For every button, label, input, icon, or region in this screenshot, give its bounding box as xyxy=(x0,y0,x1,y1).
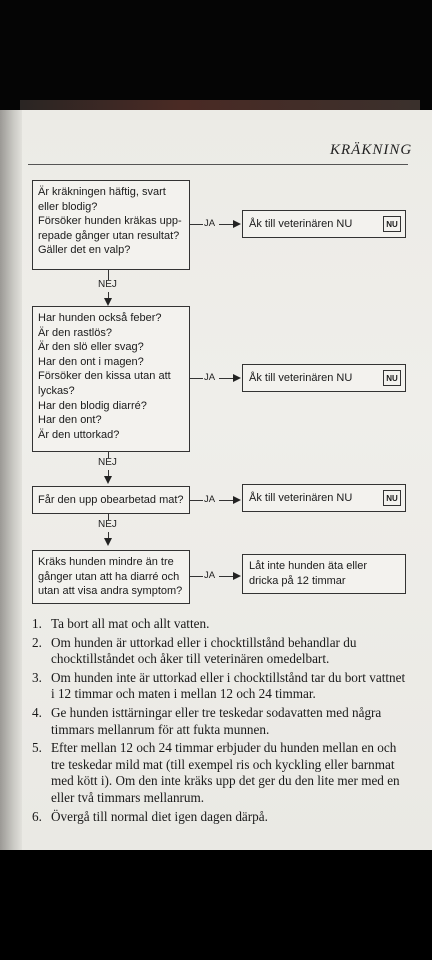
list-item xyxy=(32,635,410,668)
instruction-list xyxy=(32,616,410,827)
question-box-3 xyxy=(32,486,190,514)
nu-badge-icon: NU xyxy=(383,370,401,386)
list-item xyxy=(32,616,410,633)
question-line: Försöker hunden kräkas upp- xyxy=(38,215,182,228)
nu-badge-icon: NU xyxy=(383,490,401,506)
result-box-3 xyxy=(242,484,406,512)
connector-line xyxy=(219,500,233,501)
arrow-right-icon xyxy=(233,496,241,504)
result-box-1 xyxy=(242,210,406,238)
step-number: 6. xyxy=(32,808,42,824)
step-number: 5. xyxy=(32,740,42,756)
arrow-right-icon xyxy=(233,220,241,228)
result-box-2 xyxy=(242,364,406,392)
step-text: Ta bort all mat och allt vatten. xyxy=(51,616,210,631)
arrow-down-icon xyxy=(104,298,112,306)
step-text: Om hunden inte är uttorkad eller i chocktillstånd tar du bort vattnet i 12 timmar och maten i mellan 12 och 24 timmar. xyxy=(51,669,406,702)
result-line: dricka på 12 timmar xyxy=(249,574,346,587)
arrow-down-icon xyxy=(104,538,112,546)
question-line: Gäller det en valp? xyxy=(38,244,131,257)
result-label: Åk till veterinären NU xyxy=(249,372,353,384)
page-header-title: KRÄKNING xyxy=(330,142,413,158)
step-number: 4. xyxy=(32,704,42,720)
question-line: Får den upp obearbetad mat? xyxy=(38,494,184,506)
nu-badge-icon: NU xyxy=(383,216,401,232)
connector-line xyxy=(190,500,203,501)
question-line: gånger utan att ha diarré och xyxy=(38,570,180,583)
question-line: Är den uttorkad? xyxy=(38,428,120,441)
question-line: utan att visa andra symptom? xyxy=(38,585,183,598)
question-box-4 xyxy=(32,550,190,604)
list-item xyxy=(32,705,410,738)
list-item xyxy=(32,809,410,826)
step-number: 3. xyxy=(32,669,42,685)
question-line: Är den slö eller svag? xyxy=(38,341,144,354)
question-line: eller blodig? xyxy=(38,200,98,213)
yes-label: JA xyxy=(204,494,216,505)
yes-label: JA xyxy=(204,372,216,383)
question-line: Är kräkningen häftig, svart xyxy=(38,186,166,198)
step-text: Ge hunden isttärningar eller tre teskedar sodavatten med några timmars mellanrum för att fukta munnen. xyxy=(51,704,382,737)
book-spine-shadow xyxy=(0,110,22,850)
step-text: Om hunden är uttorkad eller i chocktillstånd behandlar du chocktillståndet och åker till veterinären omedelbart. xyxy=(51,634,357,667)
step-number: 1. xyxy=(32,616,42,631)
background-bottom xyxy=(0,850,432,960)
arrow-right-icon xyxy=(233,374,241,382)
result-label: Åk till veterinären NU xyxy=(249,492,353,504)
question-line: Försöker den kissa utan att xyxy=(38,370,171,383)
connector-line xyxy=(190,378,203,379)
connector-line xyxy=(190,576,203,577)
connector-line xyxy=(190,224,203,225)
step-text: Efter mellan 12 och 24 timmar erbjuder du hunden mellan en och tre teskedar mild mat (till exempel ris och kyckling eller barnmat med kött i). Om den inte kräks upp det ger du den lite mer med en eller två timmars mellanrum. xyxy=(51,740,400,805)
step-number: 2. xyxy=(32,634,42,650)
list-item xyxy=(32,740,410,806)
connector-line xyxy=(219,378,233,379)
question-line: Kräks hunden mindre än tre xyxy=(38,556,174,568)
question-line: Har hunden också feber? xyxy=(38,312,162,324)
result-box-4 xyxy=(242,554,406,594)
no-label: NEJ xyxy=(98,457,117,468)
question-box-2 xyxy=(32,306,190,452)
question-line: Har den ont i magen? xyxy=(38,355,144,368)
arrow-down-icon xyxy=(104,476,112,484)
connector-line xyxy=(219,224,233,225)
yes-label: JA xyxy=(204,218,216,229)
list-item xyxy=(32,670,410,703)
question-line: lyckas? xyxy=(38,384,75,397)
question-box-1 xyxy=(32,180,190,270)
header-rule xyxy=(28,164,408,165)
step-text: Övergå till normal diet igen dagen därpå. xyxy=(51,808,268,824)
result-label: Åk till veterinären NU xyxy=(249,218,353,230)
question-line: Är den rastlös? xyxy=(38,326,112,339)
connector-line xyxy=(219,576,233,577)
question-line: Har den ont? xyxy=(38,414,102,427)
yes-label: JA xyxy=(204,570,216,581)
question-line: Har den blodig diarré? xyxy=(38,399,147,412)
background-top xyxy=(0,0,432,112)
no-label: NEJ xyxy=(98,519,117,530)
arrow-right-icon xyxy=(233,572,241,580)
no-label: NEJ xyxy=(98,279,117,290)
question-line: repade gånger utan resultat? xyxy=(38,229,180,242)
result-line: Låt inte hunden äta eller xyxy=(249,560,368,572)
